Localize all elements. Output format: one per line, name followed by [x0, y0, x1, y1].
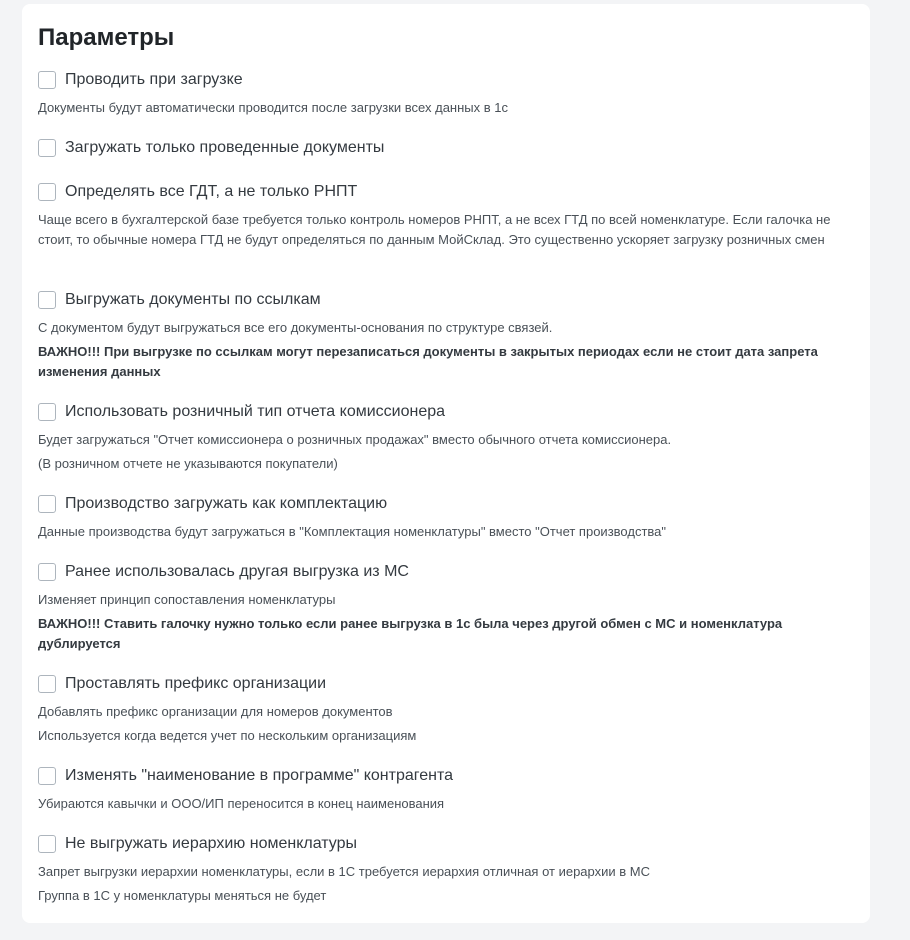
post-on-load-checkbox[interactable] — [38, 71, 56, 89]
option-description: Убираются кавычки и ООО/ИП переносится в конец наименования — [38, 796, 445, 811]
export-by-links-checkbox[interactable] — [38, 291, 56, 309]
org-prefix-checkbox[interactable] — [38, 675, 56, 693]
option-detect-all-gtd — [38, 181, 838, 250]
parameters-panel — [22, 4, 870, 923]
option-label: Проставлять префикс организации — [65, 675, 326, 692]
option-label: Проводить при загрузке — [65, 71, 243, 88]
option-label: Ранее использовалась другая выгрузка из МС — [65, 563, 409, 580]
option-warning: ВАЖНО!!! Ставить галочку нужно только если ранее выгрузка в 1с была через другой обмен с МС и номенклатура дублируется — [38, 616, 783, 651]
option-description: Данные производства будут загружаться в "Комплектация номенклатуры" вместо "Отчет производства" — [38, 524, 667, 539]
option-row[interactable] — [38, 833, 838, 855]
no-nomenclature-hierarchy-checkbox[interactable] — [38, 835, 56, 853]
option-org-prefix — [38, 673, 838, 746]
option-description: С документом будут выгружаться все его документы-основания по структуре связей. — [38, 320, 553, 335]
load-posted-only-checkbox[interactable] — [38, 139, 56, 157]
option-row[interactable] — [38, 765, 838, 787]
option-description: Запрет выгрузки иерархии номенклатуры, если в 1С требуется иерархия отличная от иерархии в МС — [38, 864, 650, 879]
option-label: Использовать розничный тип отчета комиссионера — [65, 403, 446, 420]
panel-title: Параметры — [38, 24, 175, 51]
option-description: (В розничном отчете не указываются покупатели) — [38, 456, 338, 471]
option-load-posted-only — [38, 137, 838, 159]
option-description: Изменяет принцип сопоставления номенклатуры — [38, 592, 336, 607]
option-retail-commission-report — [38, 401, 838, 474]
option-post-on-load — [38, 69, 838, 118]
option-row[interactable] — [38, 493, 838, 515]
option-row[interactable] — [38, 181, 838, 203]
rename-counterparty-checkbox[interactable] — [38, 767, 56, 785]
option-row[interactable] — [38, 69, 838, 91]
option-row[interactable] — [38, 561, 838, 583]
option-description: Группа в 1С у номенклатуры меняться не будет — [38, 888, 327, 903]
option-description: Чаще всего в бухгалтерской базе требуется только контроль номеров РНПТ, а не всех ГТД по всей номенклатуре. Если галочка не стоит, то обычные номера ГТД не будут определяться по данным МойСклад. Это существенно ускоряет загрузку розничных смен — [38, 212, 831, 247]
option-label: Производство загружать как комплектацию — [65, 495, 388, 512]
production-as-assembly-checkbox[interactable] — [38, 495, 56, 513]
previous-ms-export-checkbox[interactable] — [38, 563, 56, 581]
option-label: Выгружать документы по ссылкам — [65, 291, 321, 308]
detect-all-gtd-checkbox[interactable] — [38, 183, 56, 201]
option-warning: ВАЖНО!!! При выгрузке по ссылкам могут перезаписаться документы в закрытых периодах если не стоит дата запрета изменения данных — [38, 344, 818, 379]
option-row[interactable] — [38, 401, 838, 423]
option-row[interactable] — [38, 289, 838, 311]
option-description: Будет загружаться "Отчет комиссионера о розничных продажах" вместо обычного отчета комиссионера. — [38, 432, 672, 447]
option-rename-counterparty — [38, 765, 838, 814]
option-production-as-assembly — [38, 493, 838, 542]
retail-commission-report-checkbox[interactable] — [38, 403, 56, 421]
option-label: Определять все ГДТ, а не только РНПТ — [65, 183, 358, 200]
option-row[interactable] — [38, 137, 838, 159]
option-label: Изменять "наименование в программе" контрагента — [65, 767, 454, 784]
option-description: Документы будут автоматически проводится после загрузки всех данных в 1с — [38, 100, 508, 115]
option-export-by-links — [38, 289, 838, 382]
option-no-nomenclature-hierarchy — [38, 833, 838, 906]
option-label: Не выгружать иерархию номенклатуры — [65, 835, 357, 852]
option-label: Загружать только проведенные документы — [65, 139, 385, 156]
option-description: Используется когда ведется учет по нескольким организациям — [38, 728, 417, 743]
option-description: Добавлять префикс организации для номеров документов — [38, 704, 393, 719]
option-previous-ms-export — [38, 561, 838, 654]
option-row[interactable] — [38, 673, 838, 695]
